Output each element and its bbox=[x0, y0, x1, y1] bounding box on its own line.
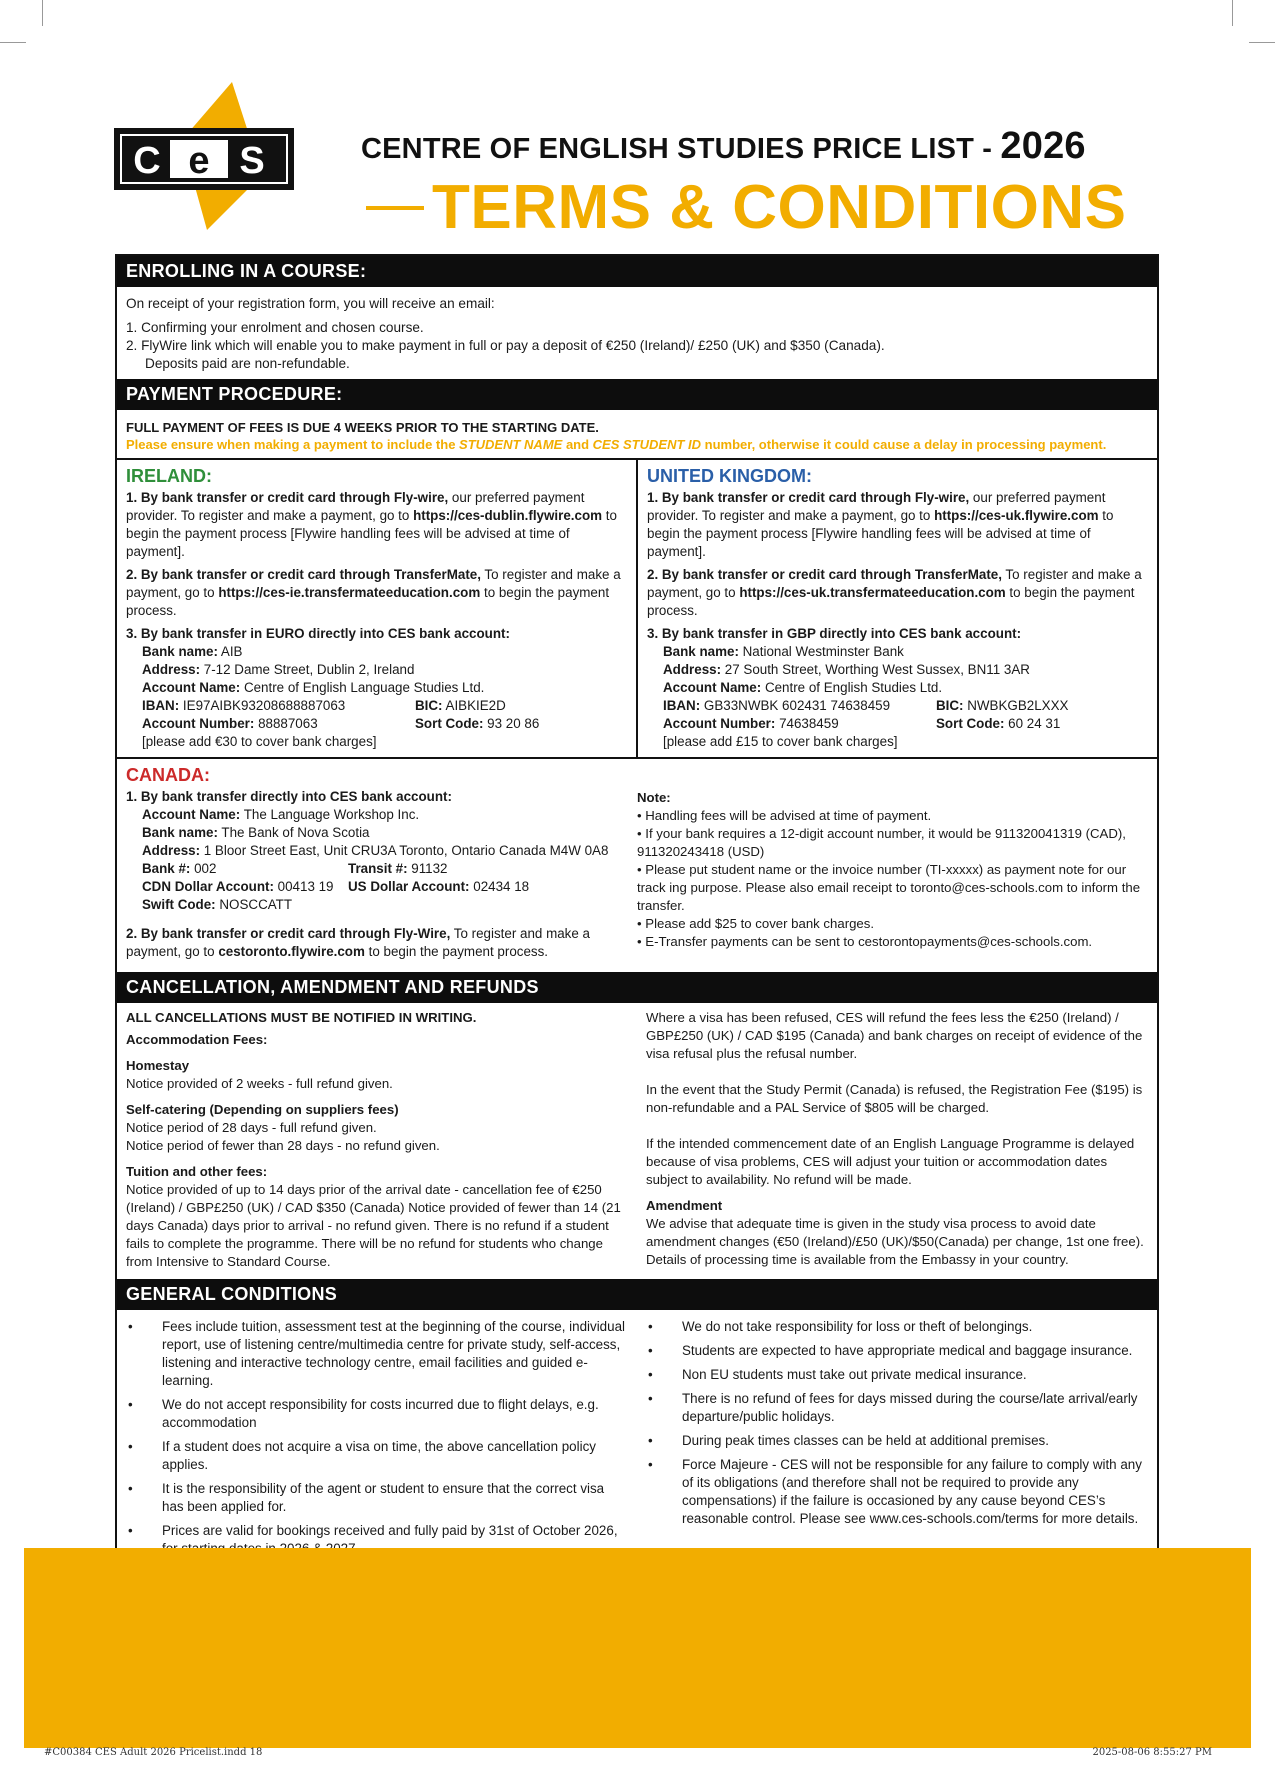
list-item: • Fees include tuition, assessment test at the beginning of the course, individual report, use of listening centre/multimedia centre for private study, self-access, listening and interactive technology centre, email facilities and guided e-learning. bbox=[128, 1319, 625, 1388]
link[interactable]: https://ces-uk.transfermateeducation.com bbox=[739, 585, 1006, 600]
list-item: • Students are expected to have appropriate medical and baggage insurance. bbox=[648, 1343, 1133, 1358]
list-item: 2. By bank transfer or credit card through TransferMate, To register and make a payment, go to https://ces-ie.transfermateeducation.com to begin the payment process. bbox=[126, 567, 621, 618]
uk-column bbox=[638, 460, 1157, 757]
note-item: • E-Transfer payments can be sent to cestorontopayments@ces-schools.com. bbox=[637, 934, 1093, 949]
list-item: Deposits paid are non-refundable. bbox=[145, 356, 350, 371]
svg-text:e: e bbox=[188, 140, 210, 182]
cancellation-section: CANCELLATION, AMENDMENT AND REFUNDS ALL CANCELLATIONS MUST BE NOTIFIED IN WRITING. Accommodation Fees: Homestay Notice provided of 2 weeks - full refund given. Self-catering (Depending on suppliers fees) Notice period of 28 days - full refund given. Notice period of fewer than 28 days - no refund given. Tuition and other fees: Notice provided of up to 14 days prior of the arrival date - cancellation fee of €250 (Ireland) / GBP£250 (UK) / CAD $350 (Canada) Notice provided of fewer than 14 (21 days Canada) days prior to arrival - no refund given. There is no refund if a student fails to complete the programme. There will be no refund for students who change from Intensive to Standard Course. Where a visa has been refused, CES will refund the fees less the €250 (Ireland) / GBP£250 (UK) / CAD $195 (Canada) and bank charges on receipt of evidence of the visa refusal plus the refusal number. In the event that the Study Permit (Canada) is refused, the Registration Fee ($195) is non-refundable and a PAL Service of $805 will be charged. If the intended commencement date of an English Language Programme is delayed because of visa problems, CES will adjust your tuition or accommodation dates subject to availability. No refund will be made. Amendment We advise that adequate time is given in the study visa process to avoid date amendment changes (€50 (Ireland)/£50 (UK)/$50(Canada) per change, 1st one free). Details of processing time is available from the Embassy in your country. bbox=[117, 972, 1157, 1279]
ireland-heading: IRELAND: bbox=[126, 466, 212, 486]
note-item: • Please add $25 to cover bank charges. bbox=[637, 916, 875, 931]
general-conditions-section bbox=[117, 1279, 1157, 1570]
section-heading: PAYMENT PROCEDURE: bbox=[117, 379, 1157, 410]
list-item: • Force Majeure - CES will not be responsible for any failure to comply with any of its obligations (and therefore shall not be required to provide any compensations) if the failure is occasioned by any cause beyond CES’s reasonable control. Please see www.ces-schools.com/terms for more details. bbox=[648, 1457, 1142, 1526]
note-item: • Handling fees will be advised at time of payment. bbox=[637, 808, 932, 823]
list-item: 3. By bank transfer in EURO directly into CES bank account: Bank name: AIB Address: 7-12 Dame Street, Dublin 2, Ireland Account Name: Centre of English Language Studies Ltd. IBAN: IE97AIBK93208688887063 BIC: AIBKIE2D Account Number: 88887063 Sort Code: 93 20 86 [please add €30 to cover bank charges] bbox=[126, 626, 540, 749]
list-item: 3. By bank transfer in GBP directly into CES bank account: Bank name: National Westminster Bank Address: 27 South Street, Worthing West Sussex, BN11 3AR Account Name: Centre of English Studies Ltd. IBAN: GB33NWBK 602431 74638459 BIC: NWBKGB2LXXX Account Number: 74638459 Sort Code: 60 24 31 [please add £15 to cover bank charges] bbox=[647, 626, 1069, 749]
list-item: • There is no refund of fees for days missed during the course/late arrival/early departure/public holidays. bbox=[648, 1391, 1138, 1424]
terms-box bbox=[115, 254, 1159, 1662]
link[interactable]: https://ces-dublin.flywire.com bbox=[413, 508, 603, 523]
list-item: • During peak times classes can be held at additional premises. bbox=[648, 1433, 1049, 1448]
footer-band bbox=[24, 1548, 1251, 1748]
page-subtitle: TERMS & CONDITIONS bbox=[366, 172, 1126, 243]
section-heading: ENROLLING IN A COURSE: bbox=[117, 256, 1157, 287]
list-item: • Non EU students must take out private medical insurance. bbox=[648, 1367, 1027, 1382]
footer-timestamp: 2025-08-06 8:55:27 PM bbox=[1092, 1747, 1212, 1758]
crop-mark bbox=[42, 0, 43, 26]
list-item: 2. By bank transfer or credit card through Fly-Wire, To register and make a payment, go to cestoronto.flywire.com to begin the payment process. bbox=[126, 926, 590, 959]
crop-mark bbox=[1232, 0, 1233, 26]
list-item: • If a student does not acquire a visa on time, the above cancellation policy applies. bbox=[128, 1439, 596, 1472]
list-item: • We do not accept responsibility for costs incurred due to flight delays, e.g. accommodation bbox=[128, 1397, 599, 1430]
footer-file: #C00384 CES Adult 2026 Pricelist.indd 18 bbox=[44, 1747, 263, 1758]
list-item: • It is the responsibility of the agent or student to ensure that the correct visa has been applied for. bbox=[128, 1481, 605, 1514]
payment-section bbox=[117, 379, 1157, 972]
section-heading: GENERAL CONDITIONS bbox=[117, 1279, 1157, 1310]
section-heading: CANCELLATION, AMENDMENT AND REFUNDS bbox=[117, 972, 1157, 1003]
payment-reminder: Please ensure when making a payment to include the STUDENT NAME and CES STUDENT ID number, otherwise it could cause a delay in processing payment. bbox=[126, 437, 1107, 452]
list-item: 1. By bank transfer or credit card through Fly-wire, our preferred payment provider. To register and make a payment, go to https://ces-dublin.flywire.com to begin the payment process [Flywire handling fees will be advised at time of payment]. bbox=[126, 490, 617, 559]
list-item: • Prices are valid for bookings received and fully paid by 31st of October 2026, bbox=[128, 1523, 618, 1538]
list-item: 1. By bank transfer or credit card through Fly-wire, our preferred payment provider. To register and make a payment, go to https://ces-uk.flywire.com to begin the payment process [Flywire handling fees will be advised at time of payment]. bbox=[647, 490, 1114, 559]
note-item: • If your bank requires a 12-digit account number, it would be 911320041319 (CAD), 911320243418 (USD) bbox=[637, 826, 1126, 859]
list-item: 1. Confirming your enrolment and chosen course. bbox=[126, 320, 424, 335]
full-payment-notice: FULL PAYMENT OF FEES IS DUE 4 WEEKS PRIOR TO THE STARTING DATE. bbox=[126, 420, 599, 435]
crop-mark bbox=[1249, 42, 1275, 43]
link[interactable]: cestoronto.flywire.com bbox=[218, 944, 365, 959]
crop-mark bbox=[0, 42, 26, 43]
list-item: • We do not take responsibility for loss or theft of belongings. bbox=[648, 1319, 1033, 1334]
enrolling-intro: On receipt of your registration form, you will receive an email: bbox=[126, 296, 495, 311]
canada-notes: Note: • Handling fees will be advised at time of payment. • If your bank requires a 12-digit account number, it would be 911320041319 (CAD), 911320243418 (USD) • Please put student name or the invoice number (TI-xxxxx) as payment note for our track ing purpose. Please also email receipt to toronto@ces-schools.com to inform the transfer. • Please add $25 to cover bank charges. • E-Transfer payments can be sent to cestorontopayments@ces-schools.com. bbox=[628, 759, 1157, 966]
link[interactable]: https://ces-uk.flywire.com bbox=[934, 508, 1099, 523]
list-item: 2. FlyWire link which will enable you to make payment in full or pay a deposit of €250 (Ireland)/ £250 (UK) and $350 (Canada). bbox=[126, 338, 885, 353]
svg-text:C: C bbox=[133, 140, 161, 182]
ireland-column bbox=[117, 460, 638, 757]
ces-logo bbox=[112, 80, 302, 235]
link[interactable]: https://ces-ie.transfermateeducation.com bbox=[218, 585, 481, 600]
list-item: 2. By bank transfer or credit card through TransferMate, To register and make a payment, go to https://ces-uk.transfermateeducation.com to begin the payment process. bbox=[647, 567, 1142, 618]
canada-heading: CANADA: bbox=[126, 765, 210, 785]
page-title: CENTRE OF ENGLISH STUDIES PRICE LIST - 2026 bbox=[361, 125, 1086, 167]
note-item: • Please put student name or the invoice number (TI-xxxxx) as payment note for our track ing purpose. Please also email receipt to toronto@ces-schools.com to inform the transfer. bbox=[637, 862, 1141, 913]
svg-text:S: S bbox=[239, 140, 265, 182]
canada-column bbox=[117, 759, 628, 966]
list-item: 1. By bank transfer directly into CES bank account: Account Name: The Language Workshop Inc. Bank name: The Bank of Nova Scotia Address: 1 Bloor Street East, Unit CRU3A Toronto, Ontario Canada M4W 0A8 Bank #: 002 Transit #: 91132 CDN Dollar Account: 00413 19 US Dollar Account: 02434 18 Swift Code: NOSCCATT bbox=[126, 789, 609, 912]
uk-heading: UNITED KINGDOM: bbox=[647, 466, 812, 486]
enrolling-section bbox=[117, 256, 1157, 379]
